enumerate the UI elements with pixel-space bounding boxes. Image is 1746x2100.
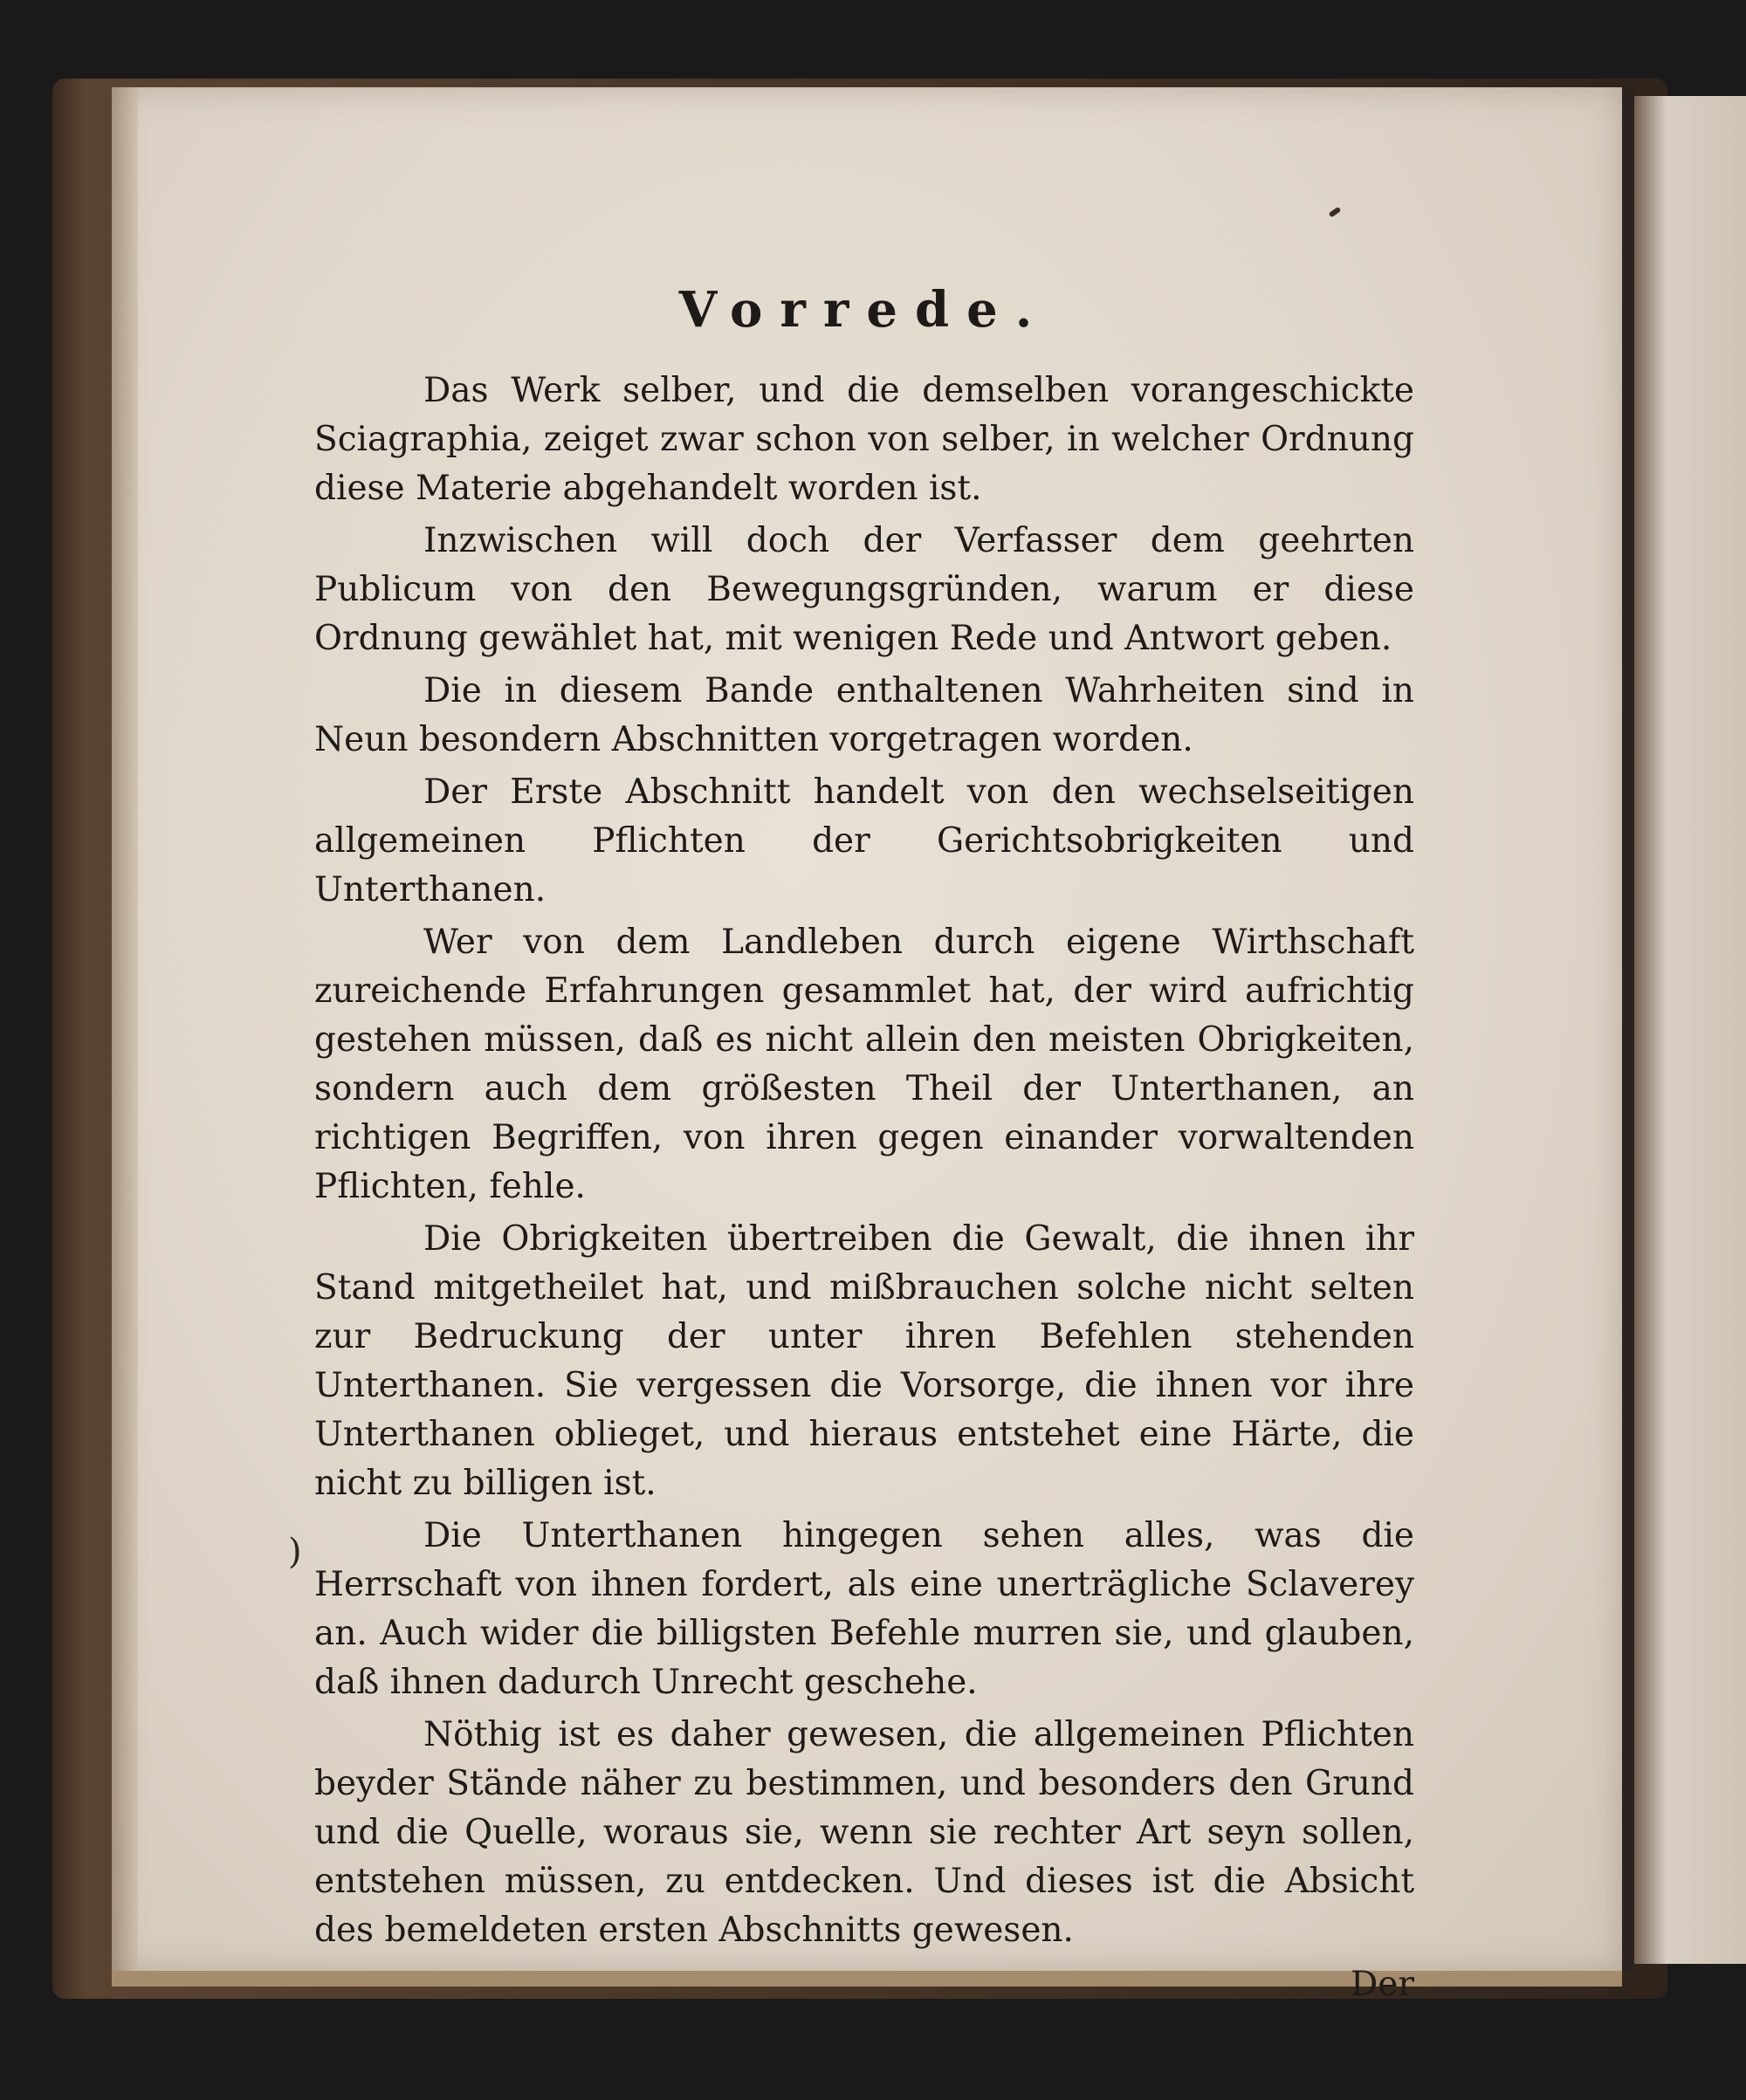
paragraph-1: Das Werk selber, und die demselben vorangeschickte Sciagraphia, zeiget zwar schon von selber, in welcher Ordnung diese Materie abgehandelt worden ist.	[314, 371, 1414, 508]
paragraph-2: Inzwischen will doch der Verfasser dem geehrten Publicum von den Bewegungsgründen, warum er diese Ordnung gewählet hat, mit wenigen Rede und Antwort geben.	[314, 521, 1414, 658]
paragraph-5: Wer von dem Landleben durch eigene Wirthschaft zureichende Erfahrungen gesammlet hat, der wird aufrichtig gestehen müssen, daß es nicht allein den meisten Obrigkeiten, sondern auch dem größesten Theil der Unterthanen, an richtigen Begriffen, von ihren gegen einander vorwaltenden Pflichten, fehle.	[314, 923, 1414, 1206]
page-title: Vorrede.	[678, 281, 1050, 339]
paragraph-8: Nöthig ist es daher gewesen, die allgemeinen Pflichten beyder Stände näher zu bestimmen, und besonders den Grund und die Quelle, woraus sie, wenn sie rechter Art seyn sollen, entstehen müssen, zu entdecken. Und dieses ist die Absicht des bemeldeten ersten Abschnitts gewesen.	[314, 1715, 1414, 1950]
page-edge	[112, 87, 138, 1973]
paragraph-7: Die Unterthanen hingegen sehen alles, was die Herrschaft von ihnen fordert, als eine unerträgliche Sclaverey an. Auch wider die billigsten Befehle murren sie, und glauben, daß ihnen dadurch Unrecht geschehe.	[314, 1516, 1414, 1702]
margin-mark: )	[288, 1532, 302, 1572]
paragraph-4: Der Erste Abschnitt handelt von den wechselseitigen allgemeinen Pflichten der Gerichtsobrigkeiten und Unterthanen.	[314, 772, 1414, 909]
page-content	[314, 279, 1414, 2009]
next-page-edge	[1633, 96, 1746, 1964]
book-gutter	[1622, 87, 1634, 1973]
paragraph-6: Die Obrigkeiten übertreiben die Gewalt, die ihnen ihr Stand mitgetheilet hat, und mißbrauchen solche nicht selten zur Bedruckung der unter ihren Befehlen stehenden Unterthanen. Sie vergessen die Vorsorge, die ihnen vor ihre Unterthanen oblieget, und hieraus entstehet eine Härte, die nicht zu billigen ist.	[314, 1219, 1414, 1503]
catchword: Der	[1351, 1965, 1414, 2004]
paragraph-3: Die in diesem Bande enthaltenen Wahrheiten sind in Neun besondern Abschnitten vorgetragen worden.	[314, 671, 1414, 759]
